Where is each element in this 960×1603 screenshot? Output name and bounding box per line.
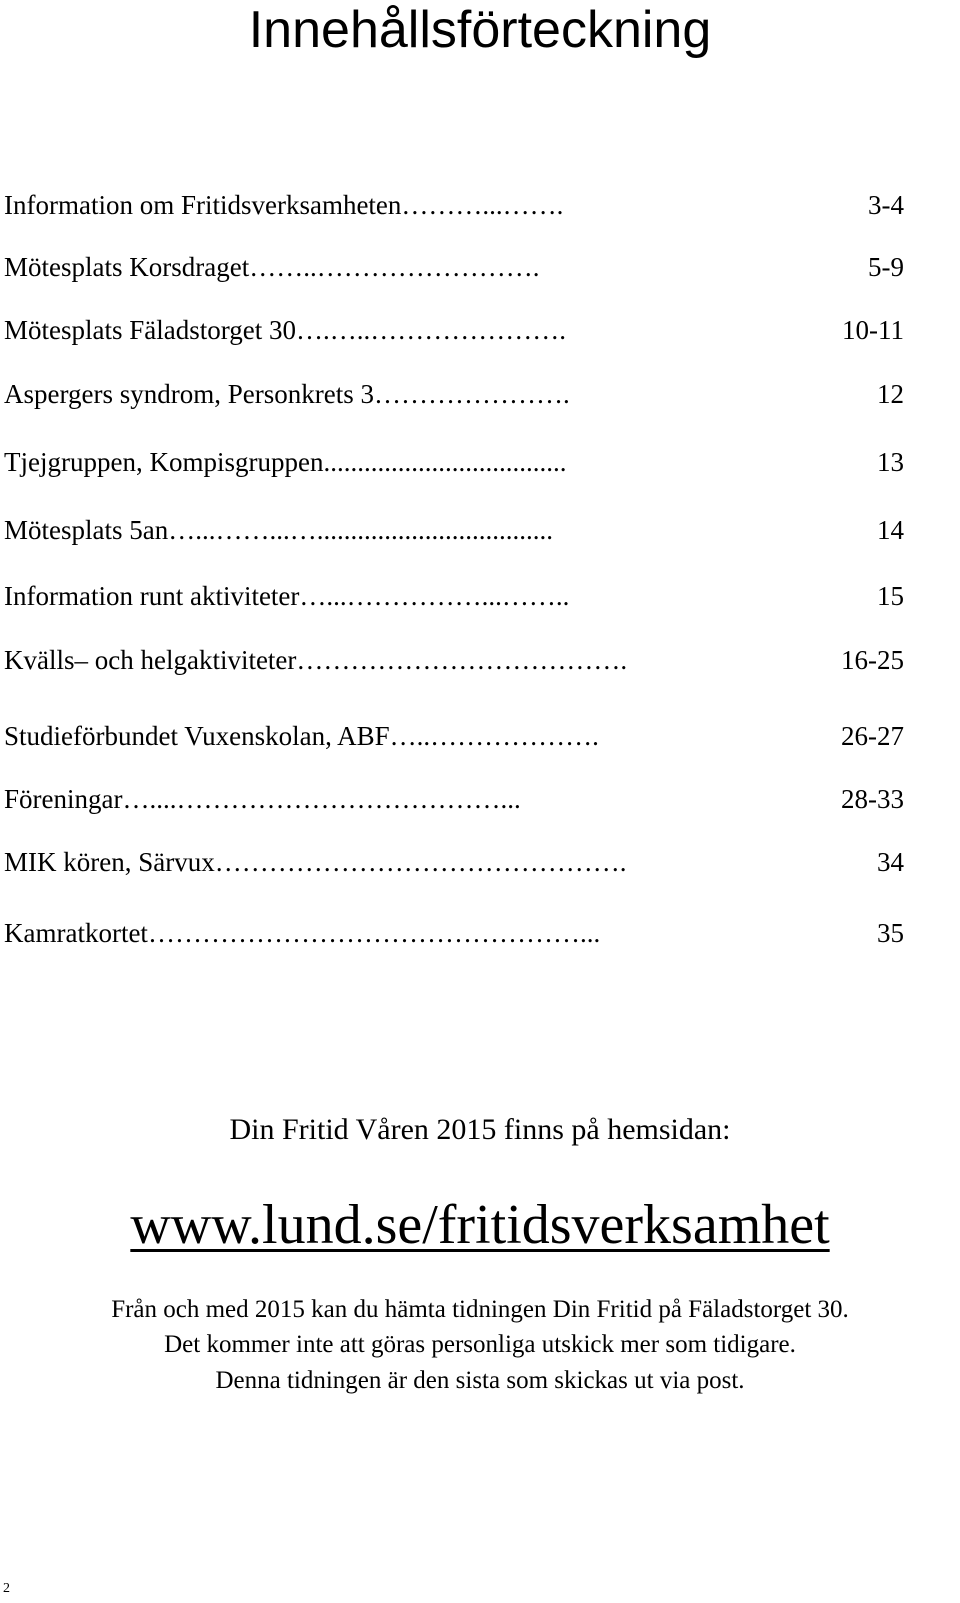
toc-entry-page: 10-11 (842, 315, 904, 345)
toc-entry-page: 28-33 (841, 784, 904, 814)
toc-entry-page: 12 (877, 379, 904, 409)
toc-entry-page: 15 (877, 581, 904, 611)
toc-entry (4, 310, 904, 350)
toc-entry (4, 247, 904, 287)
toc-entry-page: 34 (877, 847, 904, 877)
toc-entry (4, 716, 904, 756)
toc-entry (4, 640, 904, 680)
toc-entry-label: Aspergers syndrom, Personkrets 3…………………. (4, 379, 570, 409)
toc-entry-page: 5-9 (868, 252, 904, 282)
website-link[interactable]: www.lund.se/fritidsverksamhet (130, 1194, 830, 1256)
toc-entry-page: 14 (877, 515, 904, 545)
page-title: Innehållsförteckning (248, 1, 712, 59)
notice-heading: Din Fritid Våren 2015 finns på hemsidan: (229, 1113, 731, 1146)
toc-entry-label: Kvälls– och helgaktiviteter………………………………. (4, 645, 628, 675)
toc-entry-label: Information om Fritidsverksamheten………...……. (4, 190, 564, 220)
page-number: 2 (3, 1581, 10, 1596)
toc-entry (4, 442, 904, 482)
toc-entry-page: 16-25 (841, 645, 904, 675)
toc-entry-label: Studieförbundet Vuxenskolan, ABF…..………………. (4, 721, 599, 751)
notice-line: Denna tidningen är den sista som skickas ut via post. (215, 1367, 745, 1394)
notice-line: Från och med 2015 kan du hämta tidningen Din Fritid på Fäladstorget 30. (111, 1296, 849, 1323)
toc-entry (4, 779, 904, 819)
toc-entry-label: Tjejgruppen, Kompisgruppen.................................... (4, 447, 567, 477)
toc-entry-label: Mötesplats Fäladstorget 30….…..…………………. (4, 315, 566, 345)
toc-entry-page: 3-4 (868, 190, 904, 220)
toc-entry (4, 510, 904, 550)
toc-entry (4, 374, 904, 414)
toc-entry-label: Information runt aktiviteter…...……………...…….. (4, 581, 570, 611)
toc-entry-label: Mötesplats 5an…...……...…................................... (4, 515, 553, 545)
notice-line: Det kommer inte att göras personliga utskick mer som tidigare. (164, 1331, 796, 1358)
toc-entry-label: Föreningar…....………………………………... (4, 784, 521, 814)
toc-entry-label: Kamratkortet…………………………………………... (4, 918, 601, 948)
toc-entry-page: 26-27 (841, 721, 904, 751)
toc-entry (4, 185, 904, 225)
toc-entry (4, 913, 904, 953)
toc-entry-page: 13 (877, 447, 904, 477)
toc-entry (4, 842, 904, 882)
toc-entry-label: MIK kören, Särvux………………………………………. (4, 847, 627, 877)
toc-entry-page: 35 (877, 918, 904, 948)
toc-entry-label: Mötesplats Korsdraget……..……………………. (4, 252, 540, 282)
toc-entry (4, 576, 904, 616)
